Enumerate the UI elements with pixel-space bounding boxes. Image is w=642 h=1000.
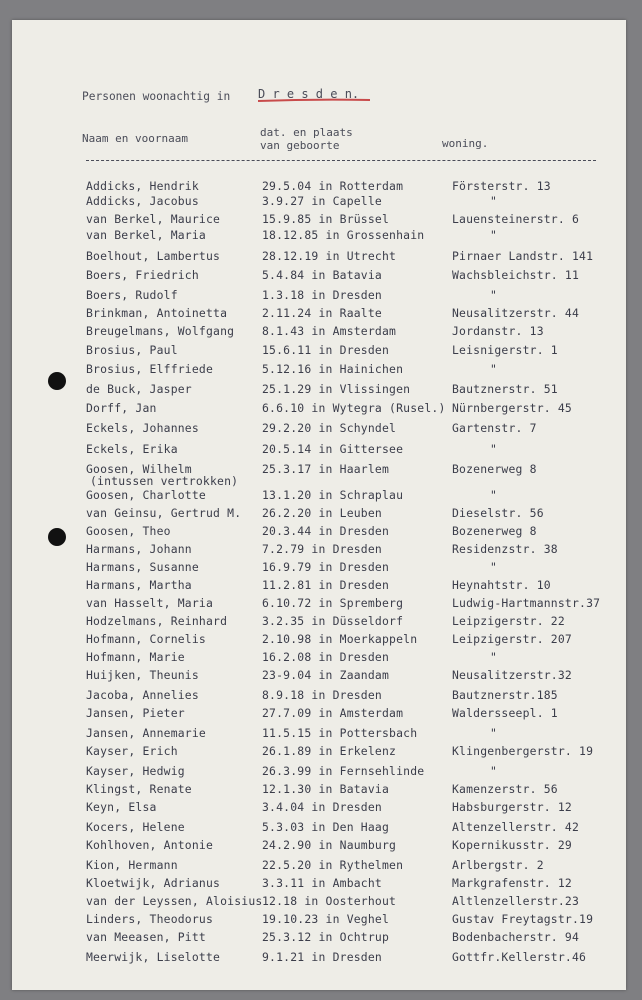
person-name: van Hasselt, Maria xyxy=(86,596,214,610)
person-name: Meerwijk, Liselotte xyxy=(86,950,221,964)
person-name: Brosius, Elffriede xyxy=(86,362,214,376)
person-name: Kocers, Helene xyxy=(86,820,185,834)
birth-info: 2.10.98 in Moerkappeln xyxy=(262,632,418,646)
address: " xyxy=(490,488,498,502)
birth-info: 20.3.44 in Dresden xyxy=(262,524,390,538)
person-name: Huijken, Theunis xyxy=(86,668,199,682)
address: Ludwig-Hartmannstr.37 xyxy=(452,596,601,610)
person-name: Brinkman, Antoinetta xyxy=(86,306,228,320)
birth-info: 29.5.04 in Rotterdam xyxy=(262,179,404,193)
birth-info: 27.7.09 in Amsterdam xyxy=(262,706,404,720)
person-name: Linders, Theodorus xyxy=(86,912,214,926)
person-name: Dorff, Jan xyxy=(86,401,157,415)
address: " xyxy=(490,560,498,574)
address: Dieselstr. 56 xyxy=(452,506,544,520)
person-name: Kloetwijk, Adrianus xyxy=(86,876,221,890)
birth-info: 13.1.20 in Schraplau xyxy=(262,488,404,502)
address: Waldersseepl. 1 xyxy=(452,706,558,720)
person-name: Boers, Rudolf xyxy=(86,288,178,302)
punch-hole xyxy=(48,372,66,390)
birth-info: 3.9.27 in Capelle xyxy=(262,194,382,208)
birth-info: 3.4.04 in Dresden xyxy=(262,800,382,814)
person-name: Brosius, Paul xyxy=(86,343,178,357)
address: Heynahtstr. 10 xyxy=(452,578,551,592)
address: Bozenerweg 8 xyxy=(452,462,537,476)
address: Leipzigerstr. 22 xyxy=(452,614,565,628)
birth-info: 16.9.79 in Dresden xyxy=(262,560,390,574)
birth-info: 2.11.24 in Raalte xyxy=(262,306,382,320)
address: " xyxy=(490,228,498,242)
address: " xyxy=(490,194,498,208)
address: Neusalitzerstr. 44 xyxy=(452,306,580,320)
person-name: Jansen, Pieter xyxy=(86,706,185,720)
person-name: van Meeasen, Pitt xyxy=(86,930,206,944)
person-name: Kion, Hermann xyxy=(86,858,178,872)
person-name: Kayser, Hedwig xyxy=(86,764,185,778)
address: Leisnigerstr. 1 xyxy=(452,343,558,357)
birth-info: 8.1.43 in Amsterdam xyxy=(262,324,397,338)
address: Habsburgerstr. 12 xyxy=(452,800,572,814)
person-name: Harmans, Susanne xyxy=(86,560,199,574)
birth-info: 9.1.21 in Dresden xyxy=(262,950,382,964)
address: Jordanstr. 13 xyxy=(452,324,544,338)
address: Lauensteinerstr. 6 xyxy=(452,212,580,226)
birth-info: 23-9.04 in Zaandam xyxy=(262,668,390,682)
person-name: van Berkel, Maria xyxy=(86,228,206,242)
person-name: Kayser, Erich xyxy=(86,744,178,758)
birth-info: 16.2.08 in Dresden xyxy=(262,650,390,664)
birth-info: 18.12.85 in Grossenhain xyxy=(262,228,425,242)
address: Kopernikusstr. 29 xyxy=(452,838,572,852)
address: Pirnaer Landstr. 141 xyxy=(452,249,594,263)
birth-info: 6.10.72 in Spremberg xyxy=(262,596,404,610)
birth-info: 11.5.15 in Pottersbach xyxy=(262,726,418,740)
person-name: de Buck, Jasper xyxy=(86,382,192,396)
person-name: Goosen, Charlotte xyxy=(86,488,206,502)
address: " xyxy=(490,764,498,778)
address: Bozenerweg 8 xyxy=(452,524,537,538)
birth-info: 15.6.11 in Dresden xyxy=(262,343,390,357)
person-name: Eckels, Erika xyxy=(86,442,178,456)
address: Gustav Freytagstr.19 xyxy=(452,912,594,926)
birth-info: 3.3.11 in Ambacht xyxy=(262,876,382,890)
birth-info: 26.1.89 in Erkelenz xyxy=(262,744,397,758)
birth-info: 15.9.85 in Brüssel xyxy=(262,212,390,226)
birth-info: 26.2.20 in Leuben xyxy=(262,506,382,520)
person-name: Hofmann, Cornelis xyxy=(86,632,206,646)
birth-info: 11.2.81 in Dresden xyxy=(262,578,390,592)
address: Bautznerstr. 51 xyxy=(452,382,558,396)
birth-info: 25.3.12 in Ochtrup xyxy=(262,930,390,944)
birth-info: 19.10.23 in Veghel xyxy=(262,912,390,926)
address: Arlbergstr. 2 xyxy=(452,858,544,872)
address: " xyxy=(490,726,498,740)
address: " xyxy=(490,288,498,302)
person-name: Hofmann, Marie xyxy=(86,650,185,664)
punch-hole xyxy=(48,528,66,546)
birth-info: 5.4.84 in Batavia xyxy=(262,268,382,282)
address: Bodenbacherstr. 94 xyxy=(452,930,580,944)
person-name: Harmans, Martha xyxy=(86,578,192,592)
address: " xyxy=(490,442,498,456)
column-header-name: Naam en voornaam xyxy=(82,132,188,145)
address: Gottfr.Kellerstr.46 xyxy=(452,950,587,964)
address: Försterstr. 13 xyxy=(452,179,551,193)
birth-info: 5.12.16 in Hainichen xyxy=(262,362,404,376)
birth-info: 1.3.18 in Dresden xyxy=(262,288,382,302)
address: Residenzstr. 38 xyxy=(452,542,558,556)
person-name: van der Leyssen, Aloisius xyxy=(86,894,263,908)
address: Wachsbleichstr. 11 xyxy=(452,268,580,282)
birth-info: 22.5.20 in Rythelmen xyxy=(262,858,404,872)
person-name: Breugelmans, Wolfgang xyxy=(86,324,235,338)
person-name: Goosen, Wilhelm xyxy=(86,462,192,476)
address: Altlenzellerstr.23 xyxy=(452,894,580,908)
person-name: van Berkel, Maurice xyxy=(86,212,221,226)
birth-info: 5.3.03 in Den Haag xyxy=(262,820,390,834)
column-header-address: woning. xyxy=(442,137,489,150)
person-name: Addicks, Jacobus xyxy=(86,194,199,208)
address: Gartenstr. 7 xyxy=(452,421,537,435)
person-name: Hodzelmans, Reinhard xyxy=(86,614,228,628)
heading-city: D r e s d e n. xyxy=(258,87,360,101)
heading-prefix: Personen woonachtig in xyxy=(82,90,231,103)
person-name: Boelhout, Lambertus xyxy=(86,249,221,263)
person-name: Jansen, Annemarie xyxy=(86,726,206,740)
column-header-birth-line1: dat. en plaats xyxy=(260,126,353,139)
address: Altenzellerstr. 42 xyxy=(452,820,580,834)
birth-info: 24.2.90 in Naumburg xyxy=(262,838,397,852)
birth-info: 12.18 in Oosterhout xyxy=(262,894,397,908)
birth-info: 6.6.10 in Wytegra (Rusel.) xyxy=(262,401,446,415)
header-divider xyxy=(86,160,596,161)
person-name: Keyn, Elsa xyxy=(86,800,157,814)
person-name: Goosen, Theo xyxy=(86,524,171,538)
birth-info: 25.3.17 in Haarlem xyxy=(262,462,390,476)
person-name: van Geinsu, Gertrud M. xyxy=(86,506,242,520)
person-name: Kohlhoven, Antonie xyxy=(86,838,214,852)
address: Kamenzerstr. 56 xyxy=(452,782,558,796)
person-name: Harmans, Johann xyxy=(86,542,192,556)
birth-info: 29.2.20 in Schyndel xyxy=(262,421,397,435)
address: " xyxy=(490,362,498,376)
birth-info: 3.2.35 in Düsseldorf xyxy=(262,614,404,628)
person-name: Eckels, Johannes xyxy=(86,421,199,435)
birth-info: 12.1.30 in Batavia xyxy=(262,782,390,796)
address: Markgrafenstr. 12 xyxy=(452,876,572,890)
birth-info: 28.12.19 in Utrecht xyxy=(262,249,397,263)
person-name: Addicks, Hendrik xyxy=(86,179,199,193)
address: Bautznerstr.185 xyxy=(452,688,558,702)
address: Neusalitzerstr.32 xyxy=(452,668,572,682)
person-name: Jacoba, Annelies xyxy=(86,688,199,702)
birth-info: 7.2.79 in Dresden xyxy=(262,542,382,556)
address: Klingenbergerstr. 19 xyxy=(452,744,594,758)
birth-info: 25.1.29 in Vlissingen xyxy=(262,382,411,396)
birth-info: 26.3.99 in Fernsehlinde xyxy=(262,764,425,778)
birth-info: 20.5.14 in Gittersee xyxy=(262,442,404,456)
person-name: Klingst, Renate xyxy=(86,782,192,796)
person-name: (intussen vertrokken) xyxy=(90,474,239,488)
address: Leipzigerstr. 207 xyxy=(452,632,572,646)
address: " xyxy=(490,650,498,664)
column-header-birth-line2: van geboorte xyxy=(260,139,340,152)
address: Nürnbergerstr. 45 xyxy=(452,401,572,415)
birth-info: 8.9.18 in Dresden xyxy=(262,688,382,702)
city-underline xyxy=(258,98,370,102)
person-name: Boers, Friedrich xyxy=(86,268,199,282)
